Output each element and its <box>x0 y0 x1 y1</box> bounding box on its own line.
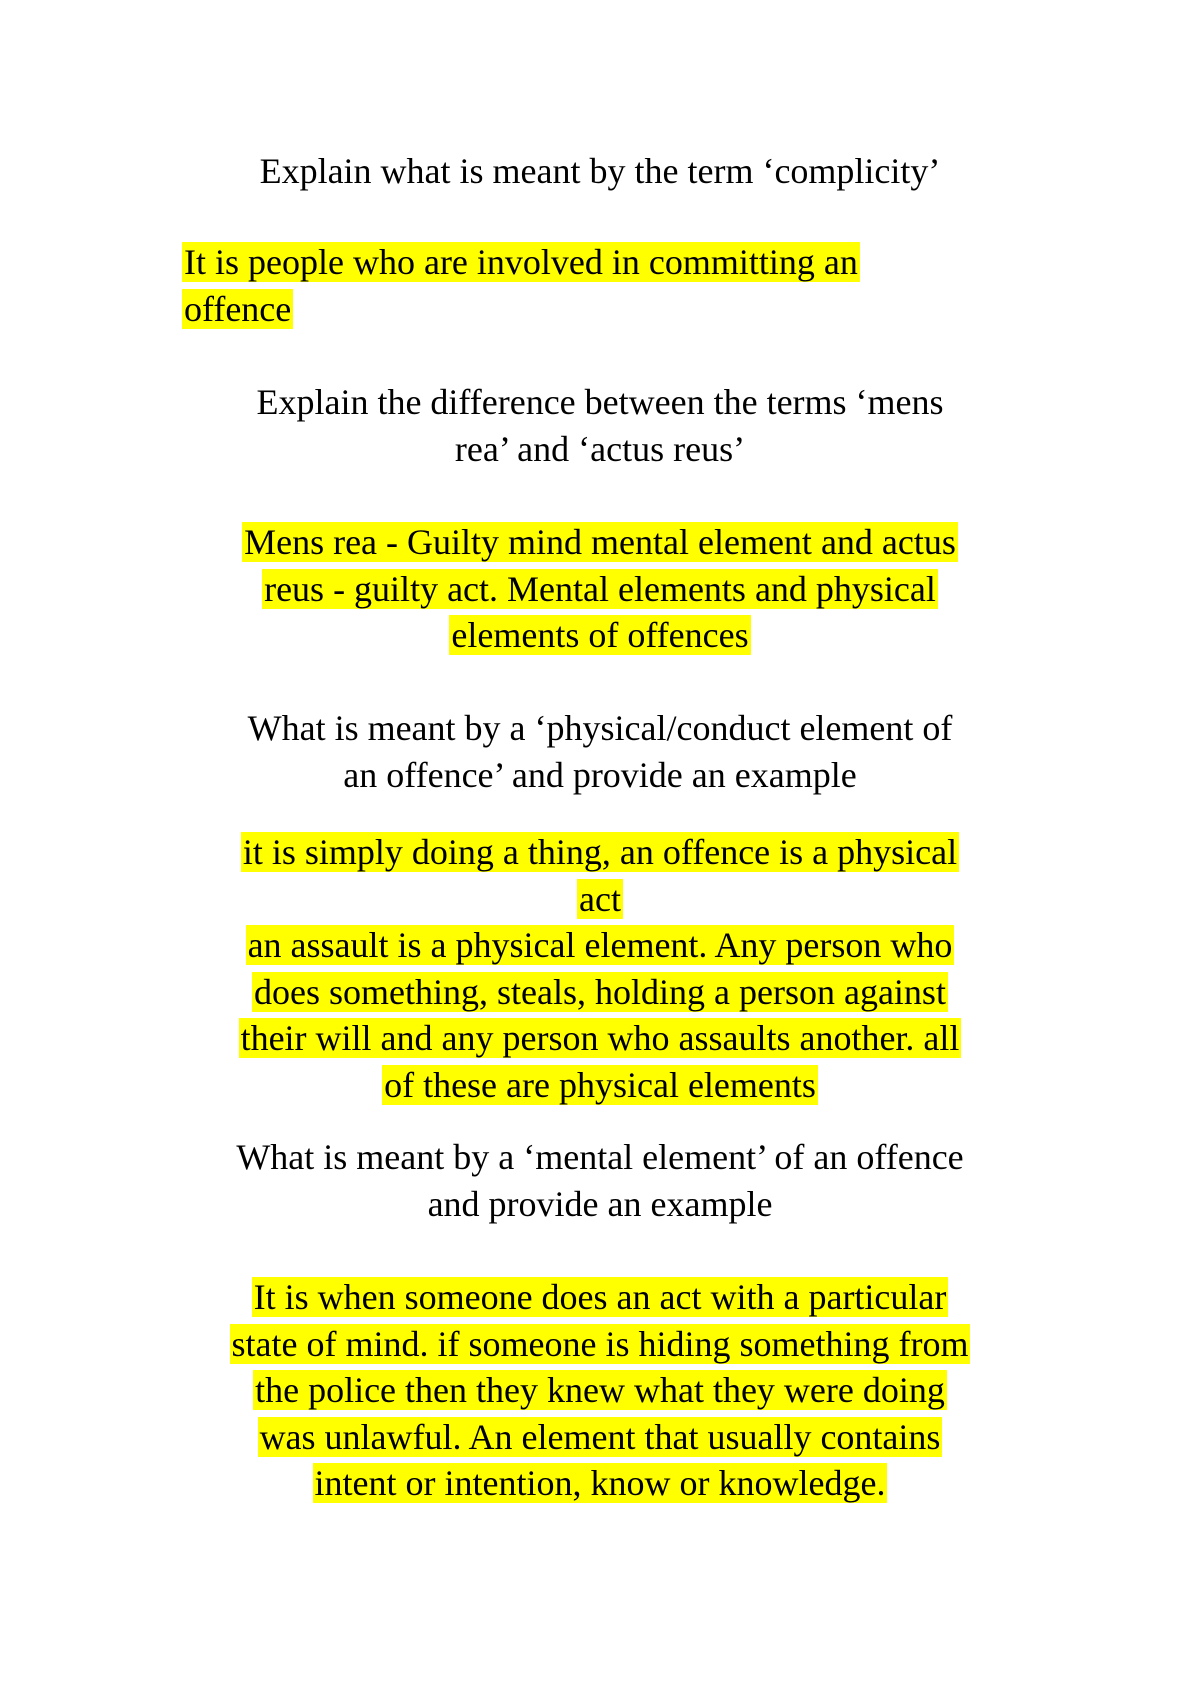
question-4-line-1: What is meant by a ‘mental element’ of an offence <box>236 1137 964 1177</box>
answer-3-line-1: it is simply doing a thing, an offence is a physical <box>242 832 958 872</box>
answer-2-line-1: Mens rea - Guilty mind mental element and actus <box>244 522 956 562</box>
answer-1-line-1: It is people who are involved in committing an <box>184 242 858 282</box>
question-4-line-2: and provide an example <box>427 1183 773 1224</box>
answer-4 <box>150 1274 1050 1507</box>
answer-2-line-2: reus - guilty act. Mental elements and physical <box>264 568 936 609</box>
answer-3 <box>150 829 1050 1108</box>
answer-3-line-3: an assault is a physical element. Any person who <box>247 925 953 965</box>
answer-4-line-1: It is when someone does an act with a particular <box>253 1277 947 1317</box>
answer-4-line-4: was unlawful. An element that usually contains <box>259 1416 941 1457</box>
question-3-line-2: an offence’ and provide an example <box>343 754 857 795</box>
answer-4-line-3: the police then they knew what they were doing <box>255 1370 945 1410</box>
answer-3-line-4: does something, steals, holding a person against <box>254 971 946 1012</box>
answer-3-line-6: of these are physical elements <box>384 1064 816 1105</box>
answer-3-line-2: act <box>579 878 621 919</box>
question-1-line-1: Explain what is meant by the term ‘complicity’ <box>259 151 941 191</box>
answer-4-line-2: state of mind. if someone is hiding something from <box>231 1323 969 1364</box>
answer-3-line-5: their will and any person who assaults another. all <box>240 1018 960 1058</box>
question-3-line-1: What is meant by a ‘physical/conduct element of <box>247 708 953 748</box>
question-3 <box>150 705 1050 798</box>
answer-1 <box>182 239 1062 332</box>
answer-2 <box>150 519 1050 659</box>
question-1 <box>150 148 1050 195</box>
question-2-line-1: Explain the difference between the terms ‘mens <box>256 382 944 422</box>
answer-2-line-3: elements of offences <box>451 615 749 655</box>
answer-4-line-5: intent or intention, know or knowledge. <box>314 1463 886 1503</box>
question-2 <box>150 379 1050 472</box>
answer-1-line-2: offence <box>184 288 292 329</box>
question-4 <box>150 1134 1050 1227</box>
question-2-line-2: rea’ and ‘actus reus’ <box>454 428 746 469</box>
